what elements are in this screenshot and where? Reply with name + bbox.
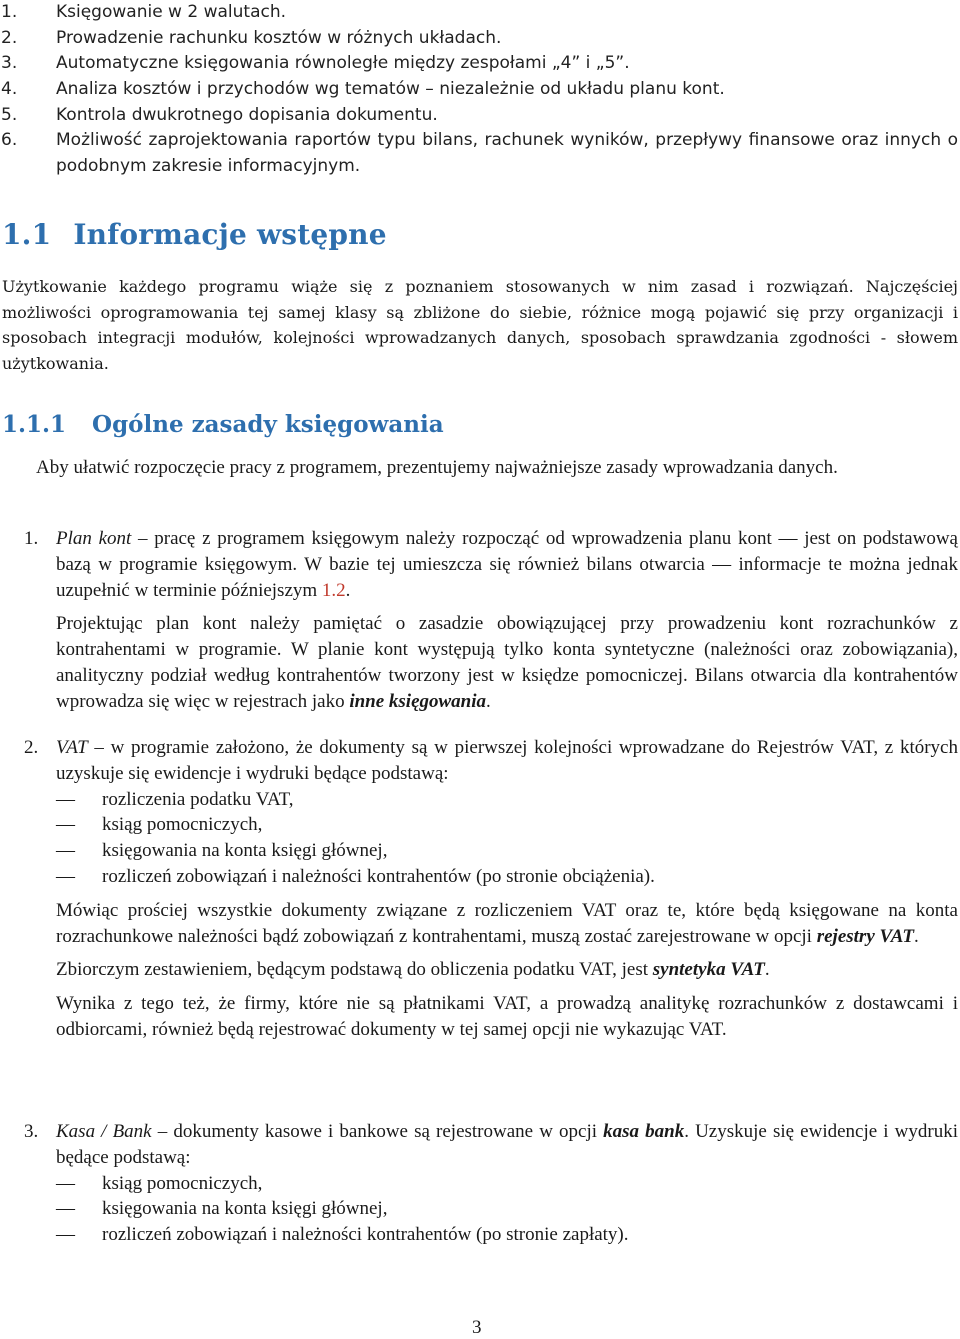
intro-paragraph: Użytkowanie każdego programu wiąże się z poznaniem stosowanych w nim zasad i rozwiązań. Najczęściej możliwości oprogramowania tej samej klasy są zbliżone do siebie, różnice mogą pojawić się przy organizacji i sposobach integracji modułów, kolejności wprowadzanych danych, sposobach sprawdzania zgodności - słowem użytkowania.: [2, 277, 958, 373]
paragraph: Plan kont – pracę z programem księgowym należy rozpocząć od wprowadzenia planu kont — jest on podstawową bazą w programie księgowym. W bazie tej umieszcza się również bilans otwarcia — informacje te można jednak uzupełnić w terminie późniejszym 1.2.: [56, 528, 958, 601]
dash-item: — ksiąg pomocniczych,: [56, 814, 263, 836]
subsection-heading: 1.1.1 Ogólne zasady księgowania: [2, 411, 444, 438]
cross-reference-link[interactable]: 1.2: [321, 579, 346, 601]
paragraph: Projektując plan kont należy pamiętać o zasadzie obowiązującej przy prowadzeniu kont rozrachunków z kontrahentami w programie. W planie kont występują tylko konta syntetyczne (należności oraz zobowiązania), analityczny podział według kontrahentów tworzony jest w księdze pomocniczej. Bilans otwarcia dla kontrahentów wprowadza się więc w rejestrach jako inne księgowania.: [56, 613, 958, 712]
rule-item-kasa-bank: 3. Kasa / Bank – dokumenty kasowe i bankowe są rejestrowane w opcji kasa bank. Uzyskuje się ewidencje i wydruki będące podstawą: — ksiąg pomocniczych, — księgowania na konta księgi głównej, — rozliczeń zobowiązań i należności kontrahentów (po stronie zapłaty).: [0, 1119, 958, 1248]
dash-item: — rozliczeń zobowiązań i należności kontrahentów (po stronie obciążenia).: [56, 865, 655, 887]
list-item: 5. Kontrola dwukrotnego dopisania dokumentu.: [1, 104, 438, 125]
dash-item: — księgowania na konta księgi głównej,: [56, 840, 388, 862]
list-item: 3. Automatyczne księgowania równoległe między zespołami „4” i „5”.: [1, 53, 630, 74]
paragraph: Zbiorczym zestawieniem, będącym podstawą do obliczenia podatku VAT, jest syntetyka VAT.: [56, 959, 770, 981]
paragraph: Mówiąc prościej wszystkie dokumenty związane z rozliczeniem VAT oraz te, które będą księgowane na konta rozrachunkowe należności bądź zobowiązań z kontrahentami, muszą zostać zarejestrowane w opcji rejestry VAT.: [56, 899, 958, 947]
page-number: 3: [472, 1317, 482, 1338]
paragraph: Wynika z tego też, że firmy, które nie są płatnikami VAT, a prowadzą analitykę rozrachunków z dostawcami i odbiorcami, również będą rejestrować dokumenty w tej samej opcji nie wykazując VAT.: [56, 993, 958, 1040]
dash-item: — rozliczenia podatku VAT,: [56, 788, 294, 810]
dash-item: — ksiąg pomocniczych,: [56, 1172, 263, 1194]
list-item: 1. Księgowanie w 2 walutach.: [1, 2, 287, 22]
paragraph: VAT – w programie założono, że dokumenty są w pierwszej kolejności wprowadzane do Rejestrów VAT, z których uzyskuje się ewidencje i wydruki będące podstawą:: [56, 737, 958, 784]
feature-list: [0, 0, 958, 180]
paragraph: Kasa / Bank – dokumenty kasowe i bankowe są rejestrowane w opcji kasa bank. Uzyskuje się ewidencje i wydruki będące podstawą:: [56, 1121, 958, 1168]
dash-item: — księgowania na konta księgi głównej,: [56, 1198, 388, 1220]
list-item: 2. Prowadzenie rachunku kosztów w różnych układach.: [1, 27, 502, 48]
dash-item: — rozliczeń zobowiązań i należności kontrahentów (po stronie zapłaty).: [56, 1224, 629, 1246]
list-item: 6. Możliwość zaprojektowania raportów typu bilans, rachunek wyników, przepływy finansowe oraz innych o podobnym zakresie informacyjnym.: [1, 130, 958, 177]
list-item: 4. Analiza kosztów i przychodów wg tematów – niezależnie od układu planu kont.: [1, 79, 725, 100]
section-heading: 1.1 Informacje wstępne: [2, 218, 387, 251]
rule-item-plan-kont: 1. Plan kont – pracę z programem księgowym należy rozpocząć od wprowadzenia planu kont — jest on podstawową bazą w programie księgowym. W bazie tej umieszcza się również bilans otwarcia — informacje te można jednak uzupełnić w terminie późniejszym 1.2. Projektując plan kont należy pamiętać o zasadzie obowiązującej przy prowadzeniu kont rozrachunków z kontrahentami w programie. W planie kont występują tylko konta syntetyczne (należności oraz zobowiązania), analityczny podział według kontrahentów tworzony jest w księdze pomocniczej. Bilans otwarcia dla kontrahentów wprowadza się więc w rejestrach jako inne księgowania.: [0, 526, 958, 723]
subsection-intro: Aby ułatwić rozpoczęcie pracy z programem, prezentujemy najważniejsze zasady wprowadzania danych.: [36, 457, 838, 478]
rule-item-vat: 2. VAT – w programie założono, że dokumenty są w pierwszej kolejności wprowadzane do Rejestrów VAT, z których uzyskuje się ewidencje i wydruki będące podstawą: — rozliczenia podatku VAT, — ksiąg pomocniczych, — księgowania na konta księgi głównej, — rozliczeń zobowiązań i należności kontrahentów (po stronie obciążenia). Mówiąc prościej wszystkie dokumenty związane z rozliczeniem VAT oraz te, które będą księgowane na konta rozrachunkowe należności bądź zobowiązań z kontrahentami, muszą zostać zarejestrowane w opcji rejestry VAT. Zbiorczym zestawieniem, będącym podstawą do obliczenia podatku VAT, jest syntetyka VAT. Wynika z tego też, że firmy, które nie są płatnikami VAT, a prowadzą analitykę rozrachunków z dostawcami i odbiorcami, również będą rejestrować dokumenty w tej samej opcji nie wykazując VAT.: [0, 735, 958, 1051]
